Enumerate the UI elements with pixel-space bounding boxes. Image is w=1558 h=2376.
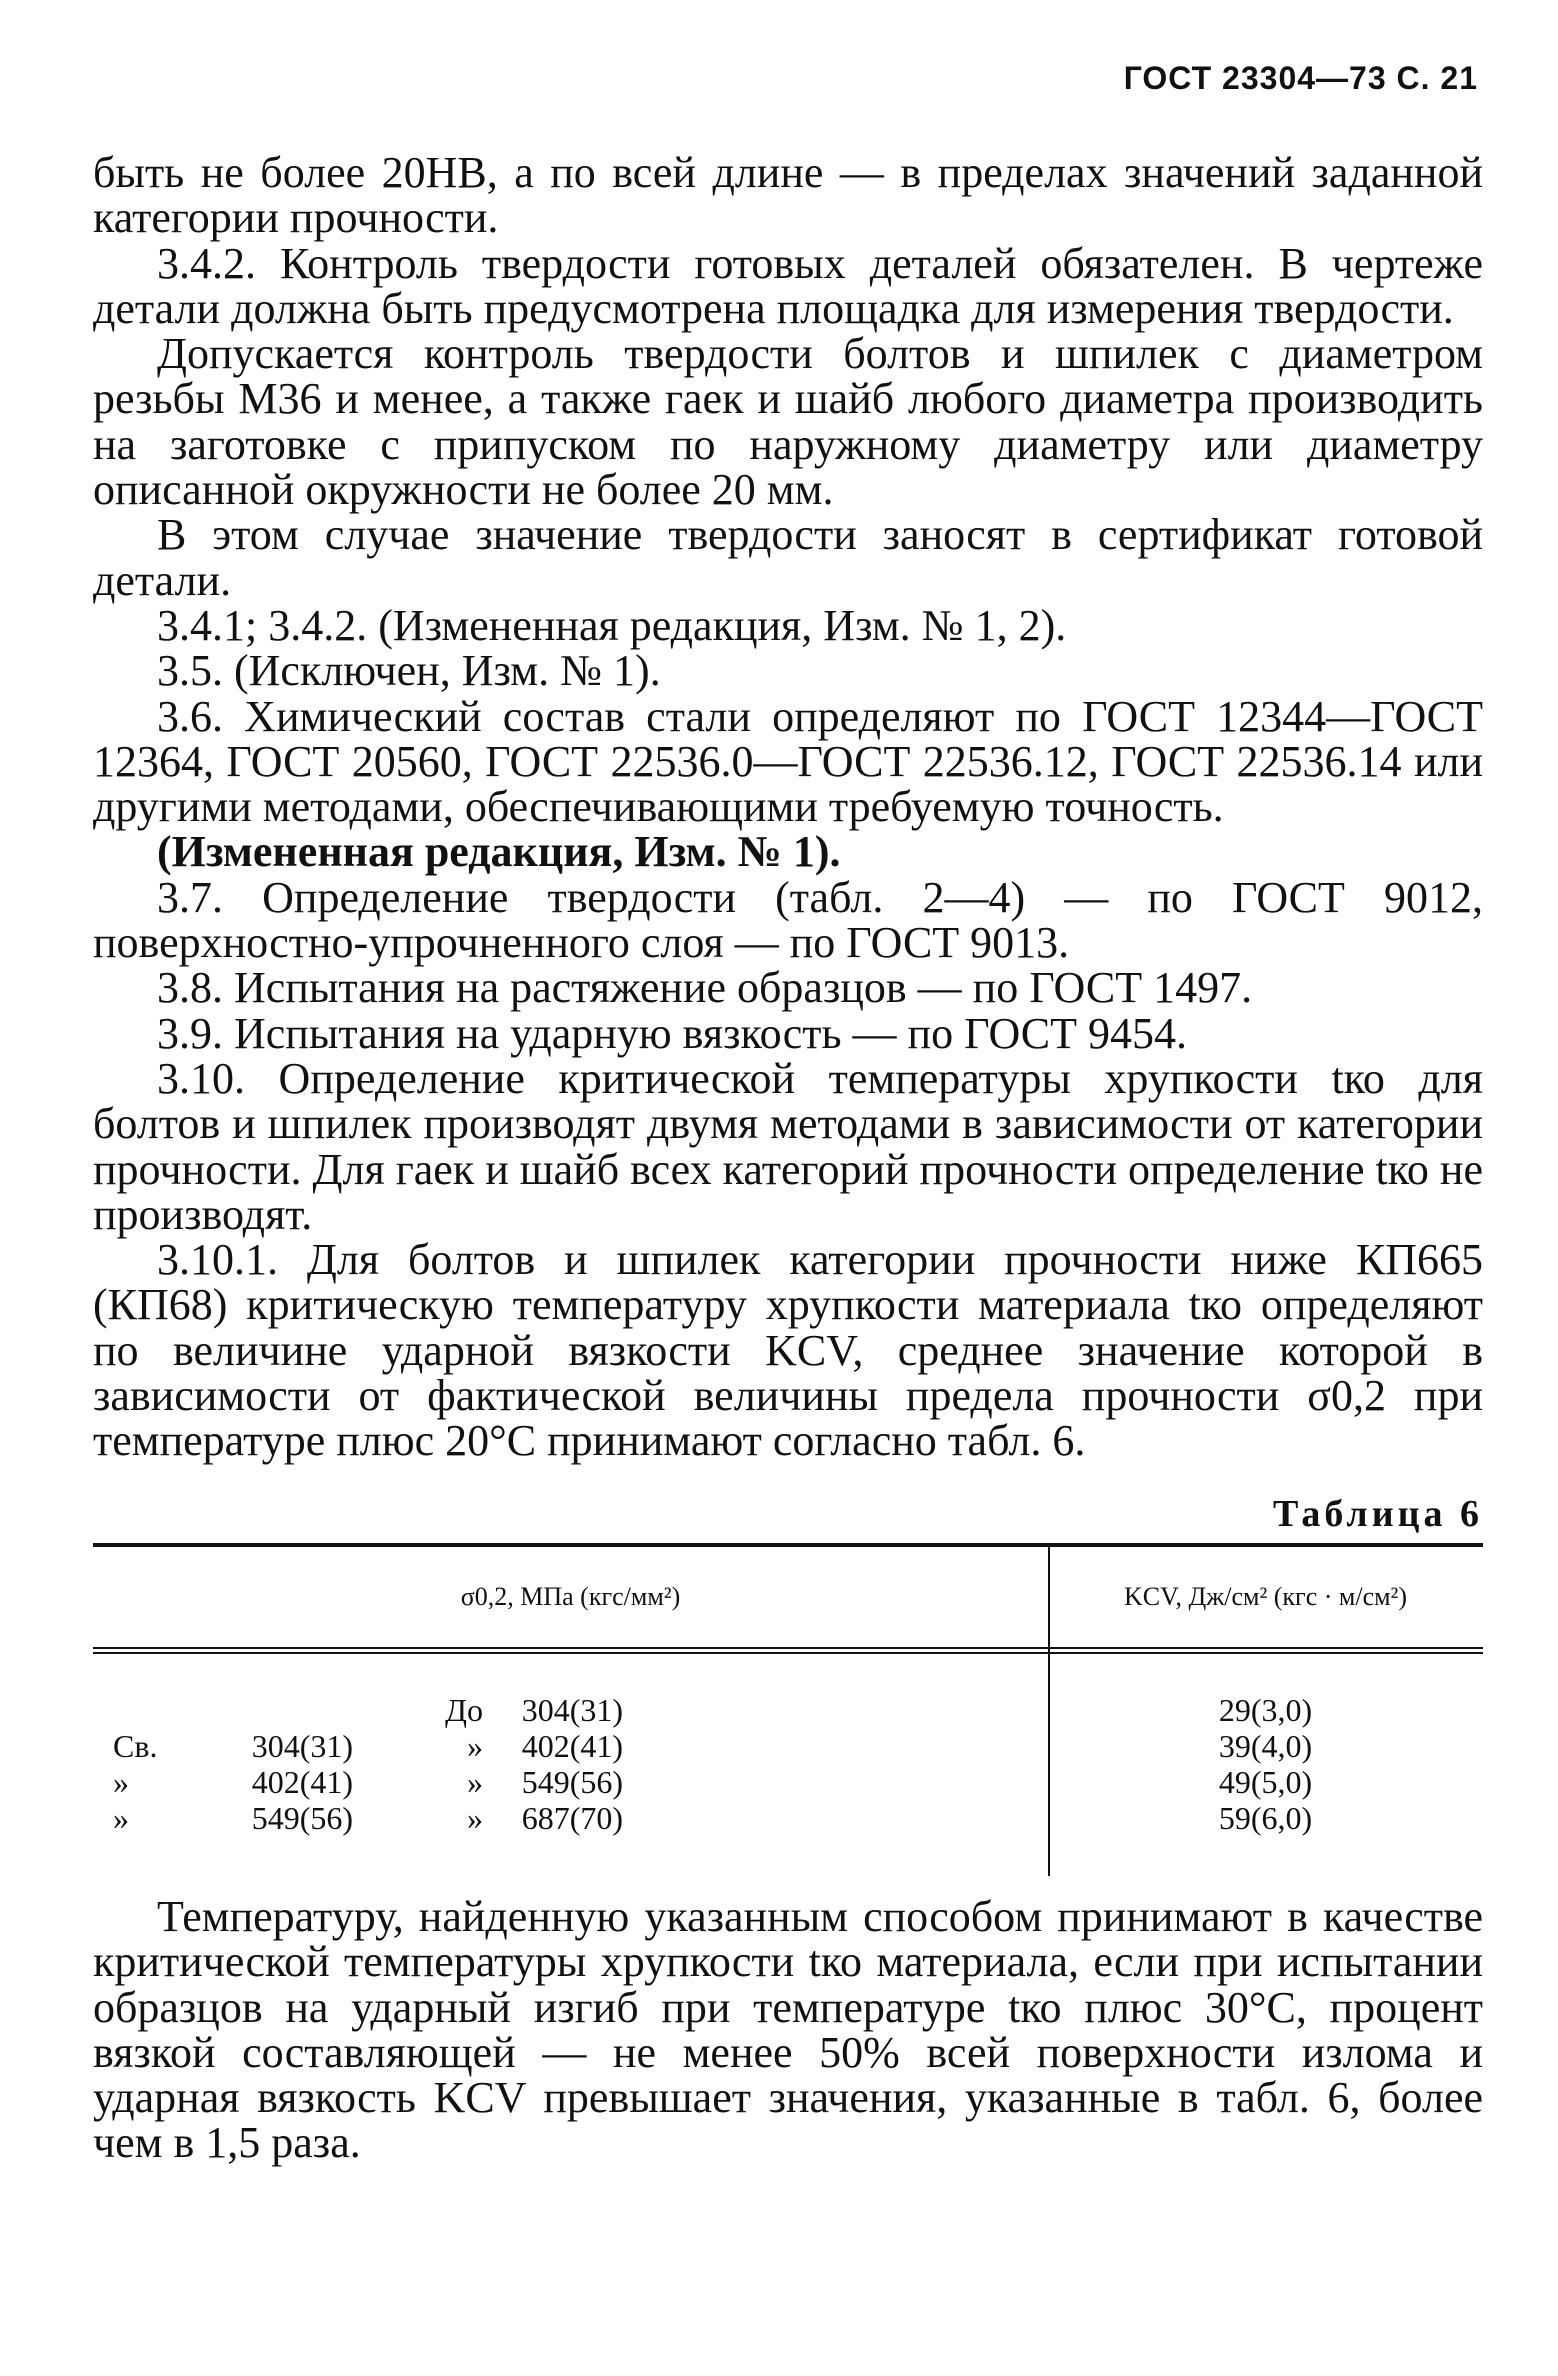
paragraph-3-8: 3.8. Испытания на растяжение образцов — по ГОСТ 1497. bbox=[157, 963, 1253, 1013]
table-row bbox=[113, 1800, 1048, 1836]
table-header-rule bbox=[93, 1647, 1483, 1654]
table-row bbox=[113, 1692, 1048, 1728]
paragraph-certificate: В этом случае значение твердости заносят в сертификат готовой детали. bbox=[93, 510, 1483, 605]
paragraph-hardness-control: Допускается контроль твердости болтов и шпилек с диаметром резьбы М36 и менее, а также гаек и шайб любого диаметра производить на заготовке с припуском по наружному диаметру или диаметру описанной окружности не более 20 мм. bbox=[93, 329, 1483, 515]
row-prefix: Св. bbox=[113, 1727, 158, 1764]
row-mark: » bbox=[467, 1799, 483, 1836]
table-row bbox=[113, 1764, 1048, 1800]
row-prefix: » bbox=[113, 1799, 129, 1836]
table-header-kcv: KCV, Дж/см² (кгс · м/см²) bbox=[1123, 1582, 1408, 1612]
paragraph-critical-temperature: Температуру, найденную указанным способом принимают в качестве критической температуры хрупкости tко материала, если при испытании образцов на ударный изгиб при температуре tко плюс 30°С, процент вязкой составляющей — не менее 50% всей поверхности излома и ударная вязкость KCV превышает значения, указанные в табл. 6, более чем в 1,5 раза. bbox=[93, 1891, 1483, 2168]
page-header: ГОСТ 23304—73 С. 21 bbox=[1123, 60, 1478, 96]
paragraph-3-9: 3.9. Испытания на ударную вязкость — по ГОСТ 9454. bbox=[157, 1008, 1187, 1058]
table-row bbox=[113, 1728, 1048, 1764]
paragraph-3-10-1: 3.10.1. Для болтов и шпилек категории прочности ниже КП665 (КП68) критическую температуру хрупкости материала tко определяют по величине ударной вязкости KCV, среднее значение которой в зависимости от фактической величины предела прочности σ0,2 при температуре плюс 20°С принимают согласно табл. 6. bbox=[93, 1235, 1483, 1466]
table-header-sigma: σ0,2, МПа (кгс/мм²) bbox=[460, 1582, 681, 1612]
row-from-value: 304(31) bbox=[251, 1727, 353, 1764]
paragraph-3-6: 3.6. Химический состав стали определяют по ГОСТ 12344—ГОСТ 12364, ГОСТ 20560, ГОСТ 22536.0—ГОСТ 22536.12, ГОСТ 22536.14 или другими методами, обеспечивающими требуемую точность. bbox=[93, 691, 1483, 832]
paragraph-3-4-2: 3.4.2. Контроль твердости готовых деталей обязателен. В чертеже детали должна быть предусмотрена площадка для измерения твердости. bbox=[93, 238, 1483, 333]
row-from-value: 402(41) bbox=[251, 1763, 353, 1800]
document-body bbox=[93, 150, 1483, 2166]
row-from-value: 549(56) bbox=[251, 1799, 353, 1836]
row-mark: » bbox=[467, 1763, 483, 1800]
paragraph-3-5: 3.5. (Исключен, Изм. № 1). bbox=[157, 646, 661, 696]
row-mark: До bbox=[445, 1691, 483, 1728]
row-to-value: 687(70) bbox=[521, 1799, 623, 1836]
row-to-value: 304(31) bbox=[521, 1691, 623, 1728]
table-kcv-value: 49(5,0) bbox=[1218, 1763, 1313, 1800]
row-prefix: » bbox=[113, 1763, 129, 1800]
paragraph-continuation: быть не более 20НВ, а по всей длине — в пределах значений заданной категории прочности. bbox=[93, 148, 1483, 243]
row-to-value: 549(56) bbox=[521, 1763, 623, 1800]
row-to-value: 402(41) bbox=[521, 1727, 623, 1764]
paragraph-3-7: 3.7. Определение твердости (табл. 2—4) — по ГОСТ 9012, поверхностно-упрочненного слоя — по ГОСТ 9013. bbox=[93, 872, 1483, 968]
table-kcv-value: 39(4,0) bbox=[1218, 1727, 1313, 1764]
table-kcv-value: 29(3,0) bbox=[1218, 1691, 1313, 1728]
row-mark: » bbox=[467, 1727, 483, 1764]
paragraph-amendment-1: 3.4.1; 3.4.2. (Измененная редакция, Изм. № 1, 2). bbox=[157, 600, 1067, 650]
paragraph-amendment-2: (Измененная редакция, Изм. № 1). bbox=[157, 827, 841, 877]
paragraph-3-10: 3.10. Определение критической температуры хрупкости tко для болтов и шпилек производят двумя методами в зависимости от категории прочности. Для гаек и шайб всех категорий прочности определение tко не производят. bbox=[93, 1053, 1483, 1239]
table-kcv-value: 59(6,0) bbox=[1218, 1799, 1313, 1836]
table-column-divider bbox=[1048, 1547, 1050, 1876]
table-body bbox=[93, 1654, 1483, 1876]
table-sigma-column bbox=[93, 1692, 1048, 1836]
table-header-row bbox=[93, 1547, 1483, 1647]
table-caption: Таблица 6 bbox=[1272, 1492, 1483, 1535]
table-kcv-column bbox=[1048, 1692, 1483, 1836]
table-6 bbox=[93, 1547, 1483, 1876]
